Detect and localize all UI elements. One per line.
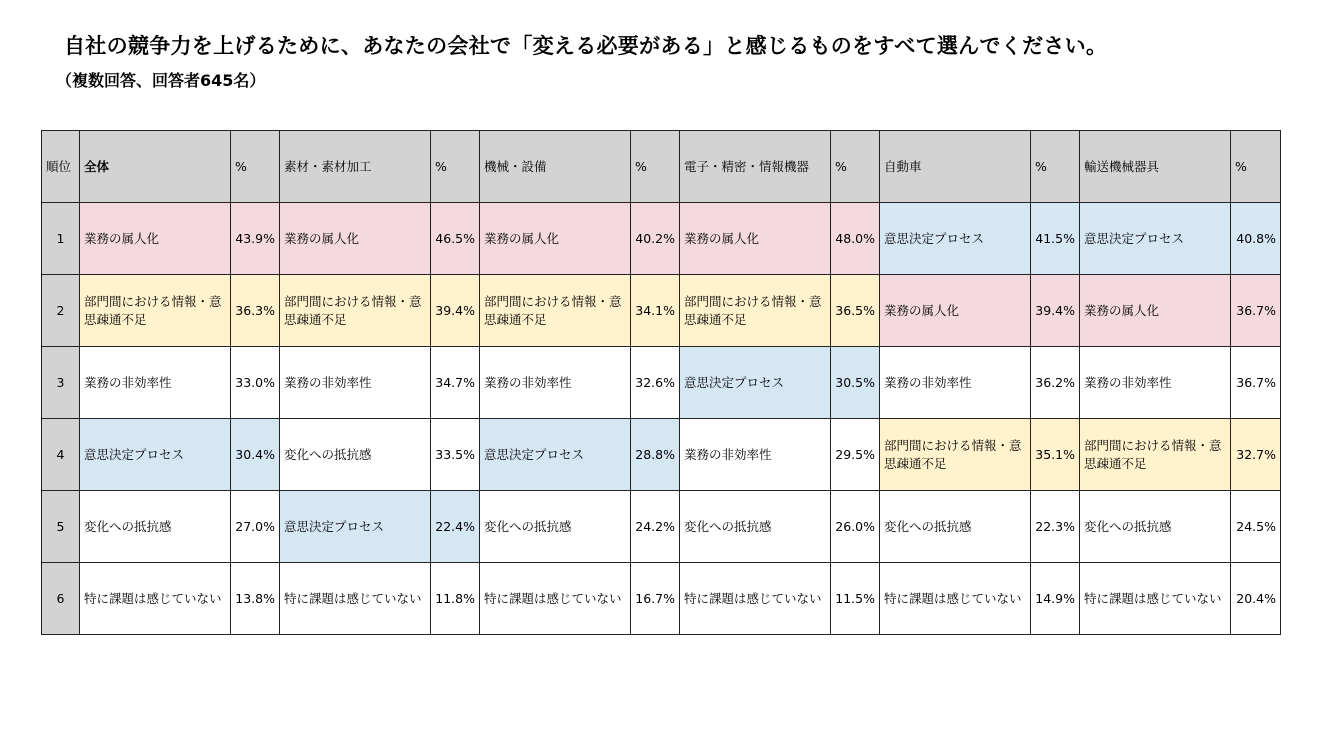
header-group-machinery: 機械・設備 bbox=[480, 131, 631, 203]
percent-cell: 36.2% bbox=[1031, 347, 1080, 419]
percent-cell: 40.2% bbox=[631, 203, 680, 275]
issue-label-cell: 業務の属人化 bbox=[280, 203, 431, 275]
header-group-automobile: 自動車 bbox=[880, 131, 1031, 203]
percent-cell: 40.8% bbox=[1231, 203, 1281, 275]
percent-cell: 14.9% bbox=[1031, 563, 1080, 635]
header-pct: % bbox=[1231, 131, 1281, 203]
table-row bbox=[42, 347, 1281, 419]
percent-cell: 35.1% bbox=[1031, 419, 1080, 491]
issue-label-cell: 業務の属人化 bbox=[480, 203, 631, 275]
percent-cell: 22.3% bbox=[1031, 491, 1080, 563]
issue-label-cell: 部門間における情報・意思疎通不足 bbox=[880, 419, 1031, 491]
issue-label-cell: 特に課題は感じていない bbox=[280, 563, 431, 635]
issue-label-cell: 部門間における情報・意思疎通不足 bbox=[80, 275, 231, 347]
issue-label-cell: 業務の属人化 bbox=[880, 275, 1031, 347]
percent-cell: 39.4% bbox=[1031, 275, 1080, 347]
issue-label-cell: 部門間における情報・意思疎通不足 bbox=[680, 275, 831, 347]
table-row bbox=[42, 563, 1281, 635]
issue-label-cell: 変化への抵抗感 bbox=[1080, 491, 1231, 563]
issue-label-cell: 意思決定プロセス bbox=[80, 419, 231, 491]
ranking-table bbox=[41, 130, 1281, 635]
issue-label-cell: 業務の非効率性 bbox=[280, 347, 431, 419]
issue-label-cell: 変化への抵抗感 bbox=[480, 491, 631, 563]
table-body bbox=[42, 203, 1281, 635]
percent-cell: 43.9% bbox=[231, 203, 280, 275]
percent-cell: 11.8% bbox=[431, 563, 480, 635]
rank-cell: 1 bbox=[42, 203, 80, 275]
issue-label-cell: 意思決定プロセス bbox=[480, 419, 631, 491]
percent-cell: 29.5% bbox=[831, 419, 880, 491]
issue-label-cell: 意思決定プロセス bbox=[880, 203, 1031, 275]
issue-label-cell: 部門間における情報・意思疎通不足 bbox=[480, 275, 631, 347]
percent-cell: 36.3% bbox=[231, 275, 280, 347]
percent-cell: 36.5% bbox=[831, 275, 880, 347]
percent-cell: 33.5% bbox=[431, 419, 480, 491]
percent-cell: 46.5% bbox=[431, 203, 480, 275]
rank-cell: 6 bbox=[42, 563, 80, 635]
header-pct: % bbox=[231, 131, 280, 203]
table-row bbox=[42, 203, 1281, 275]
percent-cell: 34.7% bbox=[431, 347, 480, 419]
issue-label-cell: 変化への抵抗感 bbox=[680, 491, 831, 563]
issue-label-cell: 業務の属人化 bbox=[1080, 275, 1231, 347]
percent-cell: 33.0% bbox=[231, 347, 280, 419]
percent-cell: 24.2% bbox=[631, 491, 680, 563]
header-pct: % bbox=[1031, 131, 1080, 203]
table-row bbox=[42, 491, 1281, 563]
issue-label-cell: 特に課題は感じていない bbox=[480, 563, 631, 635]
issue-label-cell: 業務の非効率性 bbox=[80, 347, 231, 419]
issue-label-cell: 変化への抵抗感 bbox=[280, 419, 431, 491]
percent-cell: 48.0% bbox=[831, 203, 880, 275]
issue-label-cell: 業務の属人化 bbox=[680, 203, 831, 275]
issue-label-cell: 業務の非効率性 bbox=[680, 419, 831, 491]
issue-label-cell: 業務の非効率性 bbox=[880, 347, 1031, 419]
percent-cell: 30.4% bbox=[231, 419, 280, 491]
percent-cell: 30.5% bbox=[831, 347, 880, 419]
issue-label-cell: 特に課題は感じていない bbox=[880, 563, 1031, 635]
rank-cell: 5 bbox=[42, 491, 80, 563]
percent-cell: 39.4% bbox=[431, 275, 480, 347]
percent-cell: 16.7% bbox=[631, 563, 680, 635]
issue-label-cell: 業務の非効率性 bbox=[480, 347, 631, 419]
page-subtitle: （複数回答、回答者645名） bbox=[56, 71, 266, 90]
rank-cell: 2 bbox=[42, 275, 80, 347]
table-row bbox=[42, 275, 1281, 347]
issue-label-cell: 意思決定プロセス bbox=[1080, 203, 1231, 275]
header-pct: % bbox=[831, 131, 880, 203]
header-group-transport: 輸送機械器具 bbox=[1080, 131, 1231, 203]
percent-cell: 22.4% bbox=[431, 491, 480, 563]
issue-label-cell: 部門間における情報・意思疎通不足 bbox=[1080, 419, 1231, 491]
percent-cell: 11.5% bbox=[831, 563, 880, 635]
issue-label-cell: 変化への抵抗感 bbox=[80, 491, 231, 563]
issue-label-cell: 特に課題は感じていない bbox=[680, 563, 831, 635]
rank-cell: 3 bbox=[42, 347, 80, 419]
percent-cell: 36.7% bbox=[1231, 347, 1281, 419]
header-group-electronics: 電子・精密・情報機器 bbox=[680, 131, 831, 203]
table-header-row bbox=[42, 131, 1281, 203]
percent-cell: 41.5% bbox=[1031, 203, 1080, 275]
header-pct: % bbox=[431, 131, 480, 203]
rank-cell: 4 bbox=[42, 419, 80, 491]
issue-label-cell: 特に課題は感じていない bbox=[80, 563, 231, 635]
header-rank: 順位 bbox=[42, 131, 80, 203]
percent-cell: 36.7% bbox=[1231, 275, 1281, 347]
percent-cell: 13.8% bbox=[231, 563, 280, 635]
header-pct: % bbox=[631, 131, 680, 203]
header-group-materials: 素材・素材加工 bbox=[280, 131, 431, 203]
issue-label-cell: 業務の属人化 bbox=[80, 203, 231, 275]
percent-cell: 28.8% bbox=[631, 419, 680, 491]
issue-label-cell: 変化への抵抗感 bbox=[880, 491, 1031, 563]
issue-label-cell: 意思決定プロセス bbox=[280, 491, 431, 563]
percent-cell: 20.4% bbox=[1231, 563, 1281, 635]
percent-cell: 24.5% bbox=[1231, 491, 1281, 563]
percent-cell: 34.1% bbox=[631, 275, 680, 347]
header-group-all: 全体 bbox=[80, 131, 231, 203]
issue-label-cell: 部門間における情報・意思疎通不足 bbox=[280, 275, 431, 347]
percent-cell: 32.6% bbox=[631, 347, 680, 419]
issue-label-cell: 特に課題は感じていない bbox=[1080, 563, 1231, 635]
issue-label-cell: 意思決定プロセス bbox=[680, 347, 831, 419]
percent-cell: 27.0% bbox=[231, 491, 280, 563]
table-row bbox=[42, 419, 1281, 491]
issue-label-cell: 業務の非効率性 bbox=[1080, 347, 1231, 419]
page-title: 自社の競争力を上げるために、あなたの会社で「変える必要がある」と感じるものをすべて選んでください。 bbox=[64, 34, 1108, 58]
percent-cell: 26.0% bbox=[831, 491, 880, 563]
percent-cell: 32.7% bbox=[1231, 419, 1281, 491]
